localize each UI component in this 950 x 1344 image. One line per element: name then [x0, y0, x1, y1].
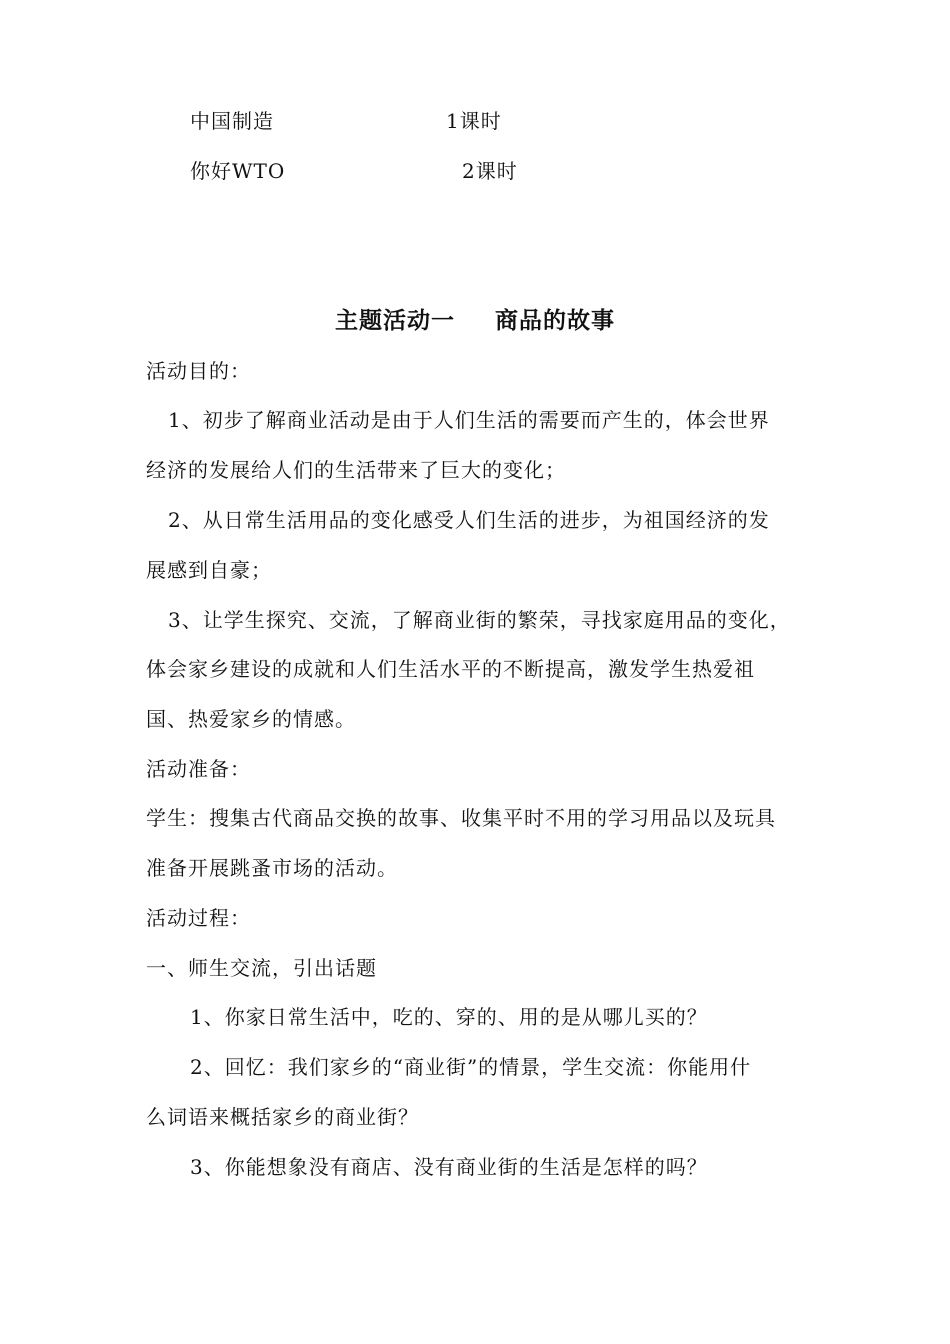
prep-line-1: 学生：搜集古代商品交换的故事、收集平时不用的学习用品以及玩具 — [146, 806, 776, 830]
goal-1-line-1: 1、初步了解商业活动是由于人们生活的需要而产生的，体会世界 — [168, 408, 770, 432]
question-3: 3、你能想象没有商店、没有商业街的生活是怎样的吗？ — [190, 1155, 708, 1179]
goal-1-line-2: 经济的发展给人们的生活带来了巨大的变化； — [146, 458, 566, 482]
title-part-1: 主题活动一 — [335, 307, 455, 334]
goal-3-line-3: 国、热爱家乡的情感。 — [146, 707, 356, 731]
prep-line-2: 准备开展跳蚤市场的活动。 — [146, 856, 398, 880]
prep-heading: 活动准备： — [146, 757, 251, 781]
schedule-item-hours: 2课时 — [462, 159, 518, 183]
question-1: 1、你家日常生活中，吃的、穿的、用的是从哪儿买的？ — [190, 1005, 708, 1029]
goal-3-line-1: 3、让学生探究、交流，了解商业街的繁荣，寻找家庭用品的变化， — [168, 608, 791, 632]
schedule-item-name: 你好WTO — [190, 159, 286, 183]
title-part-2: 商品的故事 — [495, 307, 615, 334]
schedule-item-hours: 1课时 — [446, 109, 502, 133]
goal-2-line-1: 2、从日常生活用品的变化感受人们生活的进步，为祖国经济的发 — [168, 508, 770, 532]
goal-3-line-2: 体会家乡建设的成就和人们生活水平的不断提高，激发学生热爱祖 — [146, 657, 755, 681]
goal-2-line-2: 展感到自豪； — [146, 558, 272, 582]
question-2-line-1: 2、回忆：我们家乡的“商业街”的情景，学生交流：你能用什 — [190, 1055, 752, 1079]
schedule-item-name: 中国制造 — [190, 109, 274, 133]
process-heading: 活动过程： — [146, 906, 251, 930]
page-title — [0, 302, 950, 335]
goal-heading: 活动目的： — [146, 359, 251, 383]
section-1-heading: 一、师生交流，引出话题 — [146, 956, 377, 980]
question-2-line-2: 么词语来概括家乡的商业街？ — [146, 1105, 419, 1129]
